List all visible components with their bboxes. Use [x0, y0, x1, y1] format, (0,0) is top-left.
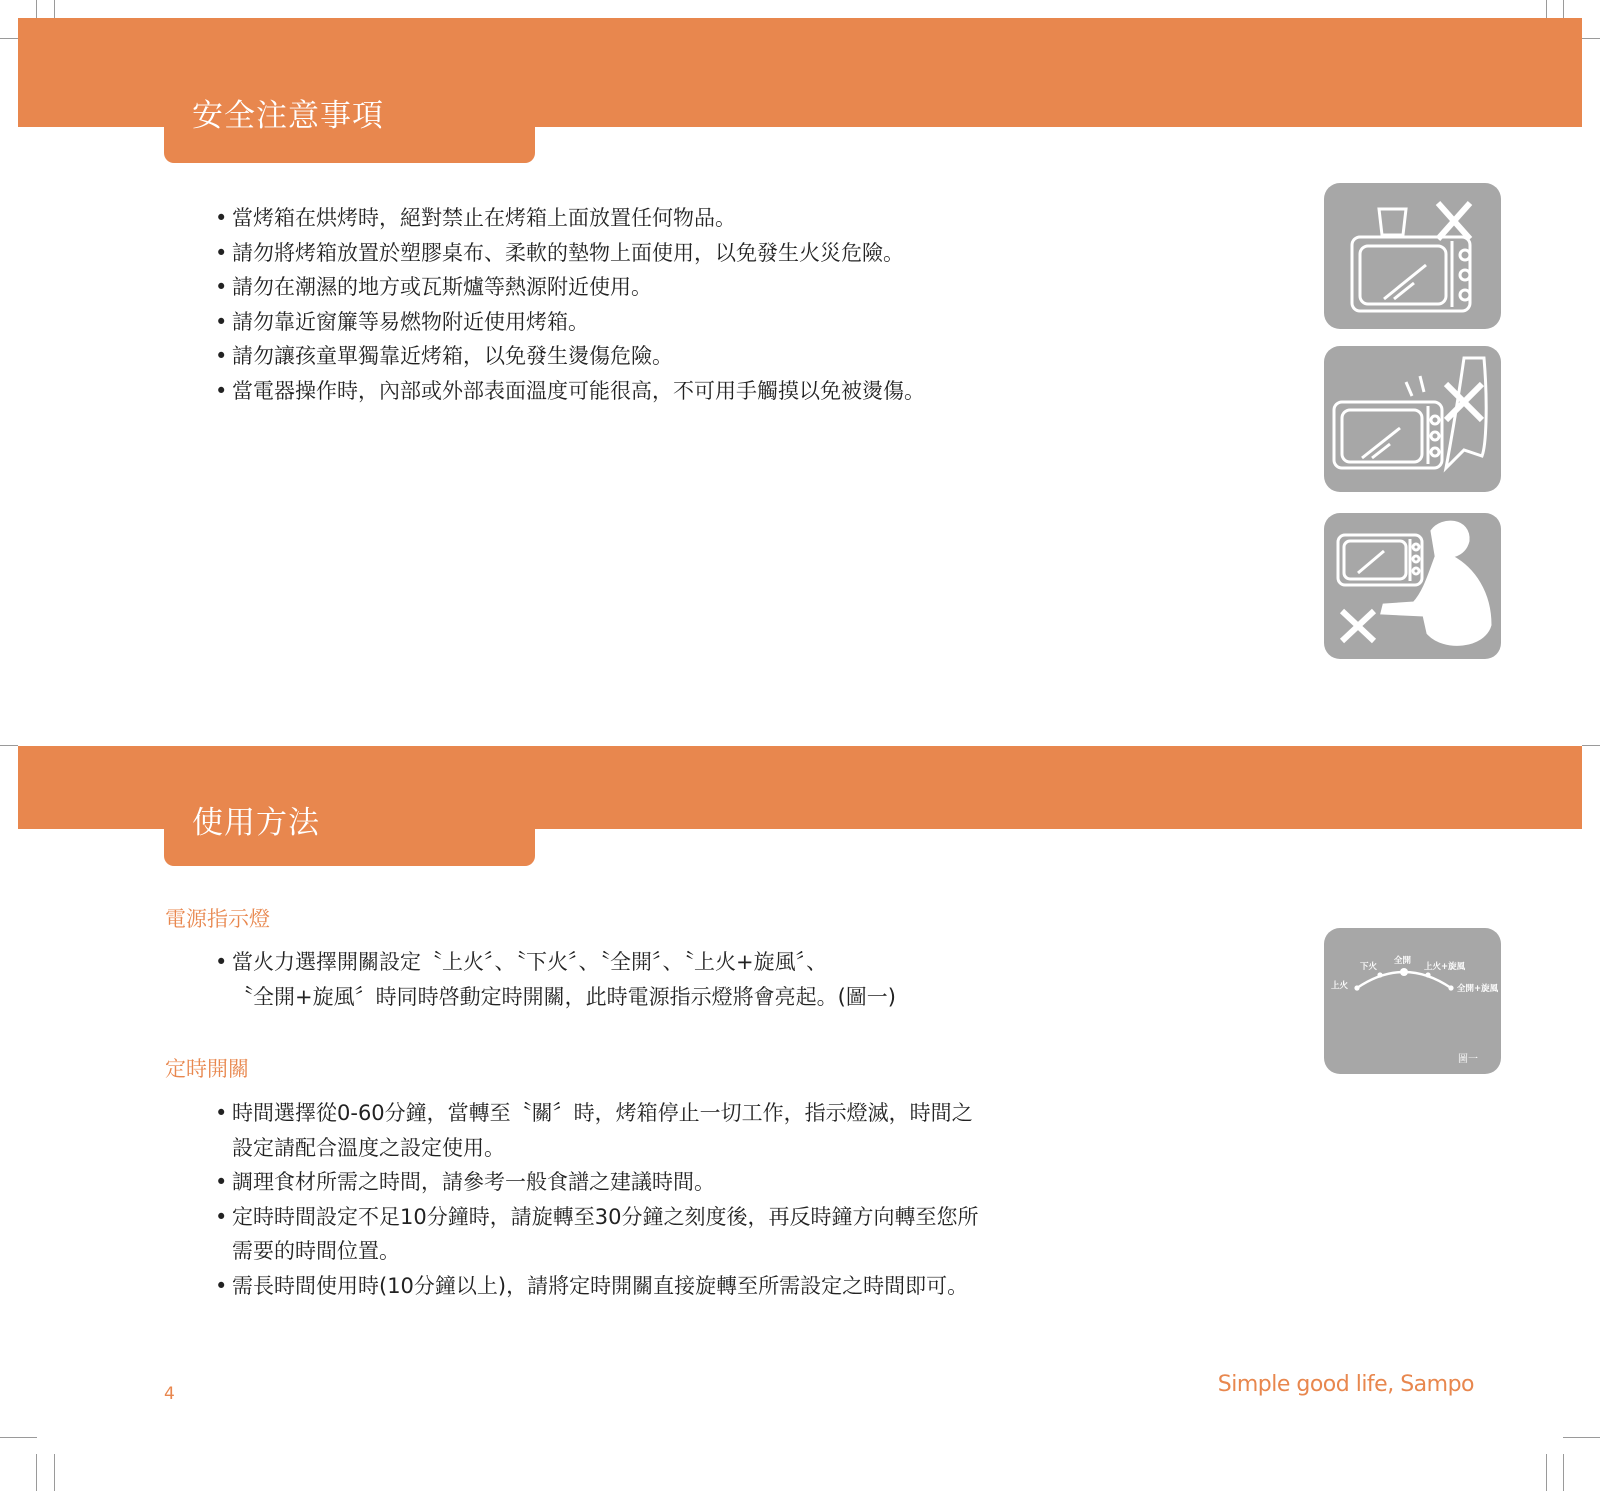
dial-point-full-fan — [1448, 985, 1453, 990]
list-item-line: • 當火力選擇開關設定〝上火〞、〝下火〞、〝全開〞、〝上火+旋風〞、 — [232, 950, 828, 974]
power-light-bullet-list — [215, 945, 896, 1014]
list-item — [215, 1200, 978, 1269]
list-item: • 請勿讓孩童單獨靠近烤箱，以免發生燙傷危險。 — [215, 339, 925, 374]
dial-label: 全開+旋風 — [1457, 984, 1499, 994]
list-item-line: • 調理食材所需之時間，請參考一般食譜之建議時間。 — [232, 1170, 715, 1194]
dial-point-upper-fan — [1425, 972, 1430, 977]
page-number: 4 — [164, 1384, 175, 1404]
brand-tagline: Simple good life, Sampo — [1217, 1372, 1474, 1397]
crop-mark — [1563, 1454, 1564, 1491]
power-light-heading: 電源指示燈 — [165, 907, 270, 931]
dial-point-full — [1400, 968, 1408, 976]
crop-mark — [1563, 1437, 1600, 1438]
list-item-line: 〝全開+旋風〞時同時啓動定時開關，此時電源指示燈將會亮起。(圖一) — [232, 984, 896, 1009]
dial-label: 上火+旋風 — [1424, 962, 1466, 972]
section1-title: 安全注意事項 — [192, 98, 384, 134]
list-item-line: • 定時時間設定不足10分鐘時，請旋轉至30分鐘之刻度後，再反時鐘方向轉至您所 — [232, 1204, 979, 1229]
oven-with-cup-on-top-prohibited-icon — [1324, 183, 1501, 329]
crop-mark — [0, 745, 18, 746]
list-item-line: • 需長時間使用時(10分鐘以上)，請將定時開關直接旋轉至所需設定之時間即可。 — [232, 1273, 969, 1298]
list-item — [215, 1165, 978, 1200]
crop-mark — [1582, 745, 1600, 746]
list-item-line: • 時間選擇從0-60分鐘，當轉至〝關〞時，烤箱停止一切工作，指示燈滅，時間之 — [232, 1101, 973, 1125]
list-item — [215, 1269, 978, 1304]
dial-label: 下火 — [1360, 962, 1378, 972]
list-item — [215, 1096, 978, 1165]
crop-mark — [0, 1437, 37, 1438]
list-item: • 當烤箱在烘烤時，絕對禁止在烤箱上面放置任何物品。 — [215, 201, 925, 236]
dial-point-lower — [1377, 972, 1382, 977]
oven-near-curtain-prohibited-icon — [1324, 346, 1501, 492]
figure-caption: 圖一 — [1458, 1054, 1478, 1065]
list-item: • 請勿在潮濕的地方或瓦斯爐等熱源附近使用。 — [215, 270, 925, 305]
list-item: • 請勿靠近窗簾等易燃物附近使用烤箱。 — [215, 305, 925, 340]
crop-mark — [1546, 1454, 1547, 1491]
dial-label: 上火 — [1331, 981, 1349, 991]
dial-label: 全開 — [1394, 956, 1412, 966]
timer-bullet-list — [215, 1096, 978, 1303]
dial-point-upper — [1354, 985, 1359, 990]
section2-title: 使用方法 — [192, 805, 320, 841]
crop-mark — [36, 1454, 37, 1491]
safety-bullet-list — [215, 201, 925, 408]
child-near-oven-prohibited-icon — [1324, 513, 1501, 659]
heat-selector-diagram — [1324, 928, 1501, 1074]
list-item — [215, 945, 896, 1014]
list-item-line: 設定請配合溫度之設定使用。 — [232, 1135, 505, 1160]
crop-mark — [54, 1454, 55, 1491]
list-item: • 請勿將烤箱放置於塑膠桌布、柔軟的墊物上面使用，以免發生火災危險。 — [215, 236, 925, 271]
timer-heading: 定時開關 — [165, 1057, 249, 1081]
list-item: • 當電器操作時，內部或外部表面溫度可能很高，不可用手觸摸以免被燙傷。 — [215, 374, 925, 409]
list-item-line: 需要的時間位置。 — [232, 1239, 400, 1263]
